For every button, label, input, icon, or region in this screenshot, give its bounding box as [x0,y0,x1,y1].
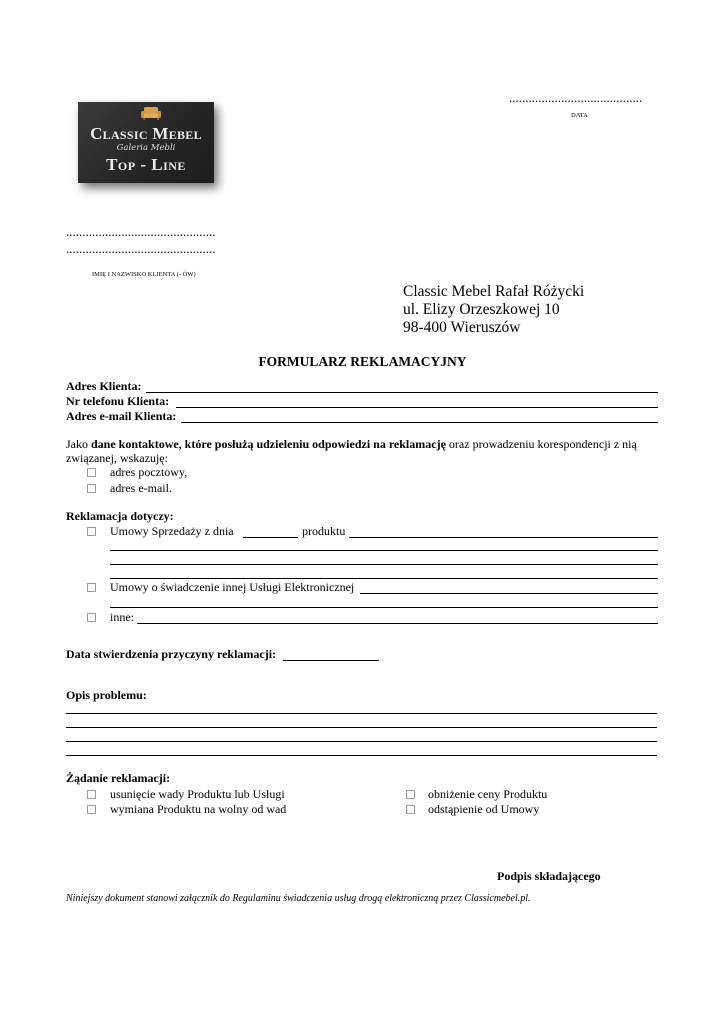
contact-suffix: oraz prowadzeniu korespondencji z nią [445,437,637,451]
problem-line-3[interactable] [66,741,657,742]
demand-price-reduction: obniżenie ceny Produktu [428,787,548,801]
contact-bold: dane kontaktowe, które posłużą udzieleniu odpowiedzi na reklamację [91,437,446,451]
demand-withdraw: odstąpienie od Umowy [428,802,540,816]
product-line-3[interactable] [110,564,658,565]
checkbox-sales-agreement[interactable] [87,527,96,536]
company-name: Classic Mebel Rafał Różycki [403,283,585,300]
sofa-icon [140,106,162,120]
other-line[interactable] [137,623,658,624]
date-field[interactable]: ......................................... [509,90,643,105]
sales-date-line[interactable] [243,537,298,538]
checkbox-other[interactable] [87,613,96,622]
logo-line3: Top - Line [106,155,186,174]
logo-line1: Classic Mebel [90,124,202,143]
option-other: inne: [110,610,134,624]
company-street: ul. Elizy Orzeszkowej 10 [403,301,560,318]
contact-sentence-line2: związanej, wskazuję: [66,451,168,465]
checkbox-postal[interactable] [87,468,96,477]
form-title: FORMULARZ REKLAMACYJNY [258,354,467,369]
checkbox-remove-defect[interactable] [87,790,96,799]
demand-remove-defect: usunięcie wady Produktu lub Usługi [110,787,285,801]
date-cause-label: Data stwierdzenia przyczyny reklamacji: [66,647,277,661]
contact-prefix: Jako [66,437,91,451]
date-label: DATA [571,112,588,119]
complaint-subject-heading: Reklamacja dotyczy: [66,509,174,523]
checkbox-email[interactable] [87,484,96,493]
email-input-line[interactable] [181,422,658,423]
product-line-2[interactable] [110,550,658,551]
email-label: Adres e-mail Klienta: [66,409,177,423]
client-name-field-2[interactable]: .............................................. [66,241,216,256]
demand-replace-product: wymiana Produktu na wolny od wad [110,802,287,816]
phone-label: Nr telefonu Klienta: [66,394,170,408]
contact-sentence [66,437,637,452]
address-input-line[interactable] [146,392,658,393]
footer-note: Niniejszy dokument stanowi załącznik do Regulaminu świadczenia usług drogą elektroniczną przez Classicmebel.pl. [66,893,531,904]
demand-heading: Żądanie reklamacji: [66,771,171,785]
signature-label: Podpis składającego [497,869,601,883]
option-postal: adres pocztowy, [110,465,188,479]
option-email: adres e-mail. [110,481,172,495]
checkbox-service-agreement[interactable] [87,583,96,592]
address-label: Adres Klienta: [66,379,142,393]
product-line[interactable] [349,537,658,538]
checkbox-price-reduction[interactable] [406,790,415,799]
date-cause-line[interactable] [283,660,379,661]
problem-line-2[interactable] [66,727,657,728]
problem-line-4[interactable] [66,755,657,756]
option-sales-agreement-b: produktu [302,524,346,538]
phone-input-line[interactable] [176,407,658,408]
problem-heading: Opis problemu: [66,688,147,702]
problem-line-1[interactable] [66,713,657,714]
service-line-2[interactable] [110,607,658,608]
service-line[interactable] [360,593,658,594]
checkbox-replace-product[interactable] [87,805,96,814]
client-name-label: IMIĘ I NAZWISKO KLIENTA (- ÓW) [92,271,196,278]
product-line-4[interactable] [110,578,658,579]
option-sales-agreement-a: Umowy Sprzedaży z dnia [110,524,234,538]
logo-line2: Galeria Mebli [116,143,176,153]
checkbox-withdraw[interactable] [406,805,415,814]
option-service-agreement: Umowy o świadczenie innej Usługi Elektronicznej [110,580,355,594]
client-name-field-1[interactable]: .............................................. [66,224,216,239]
company-city: 98-400 Wieruszów [403,319,521,336]
